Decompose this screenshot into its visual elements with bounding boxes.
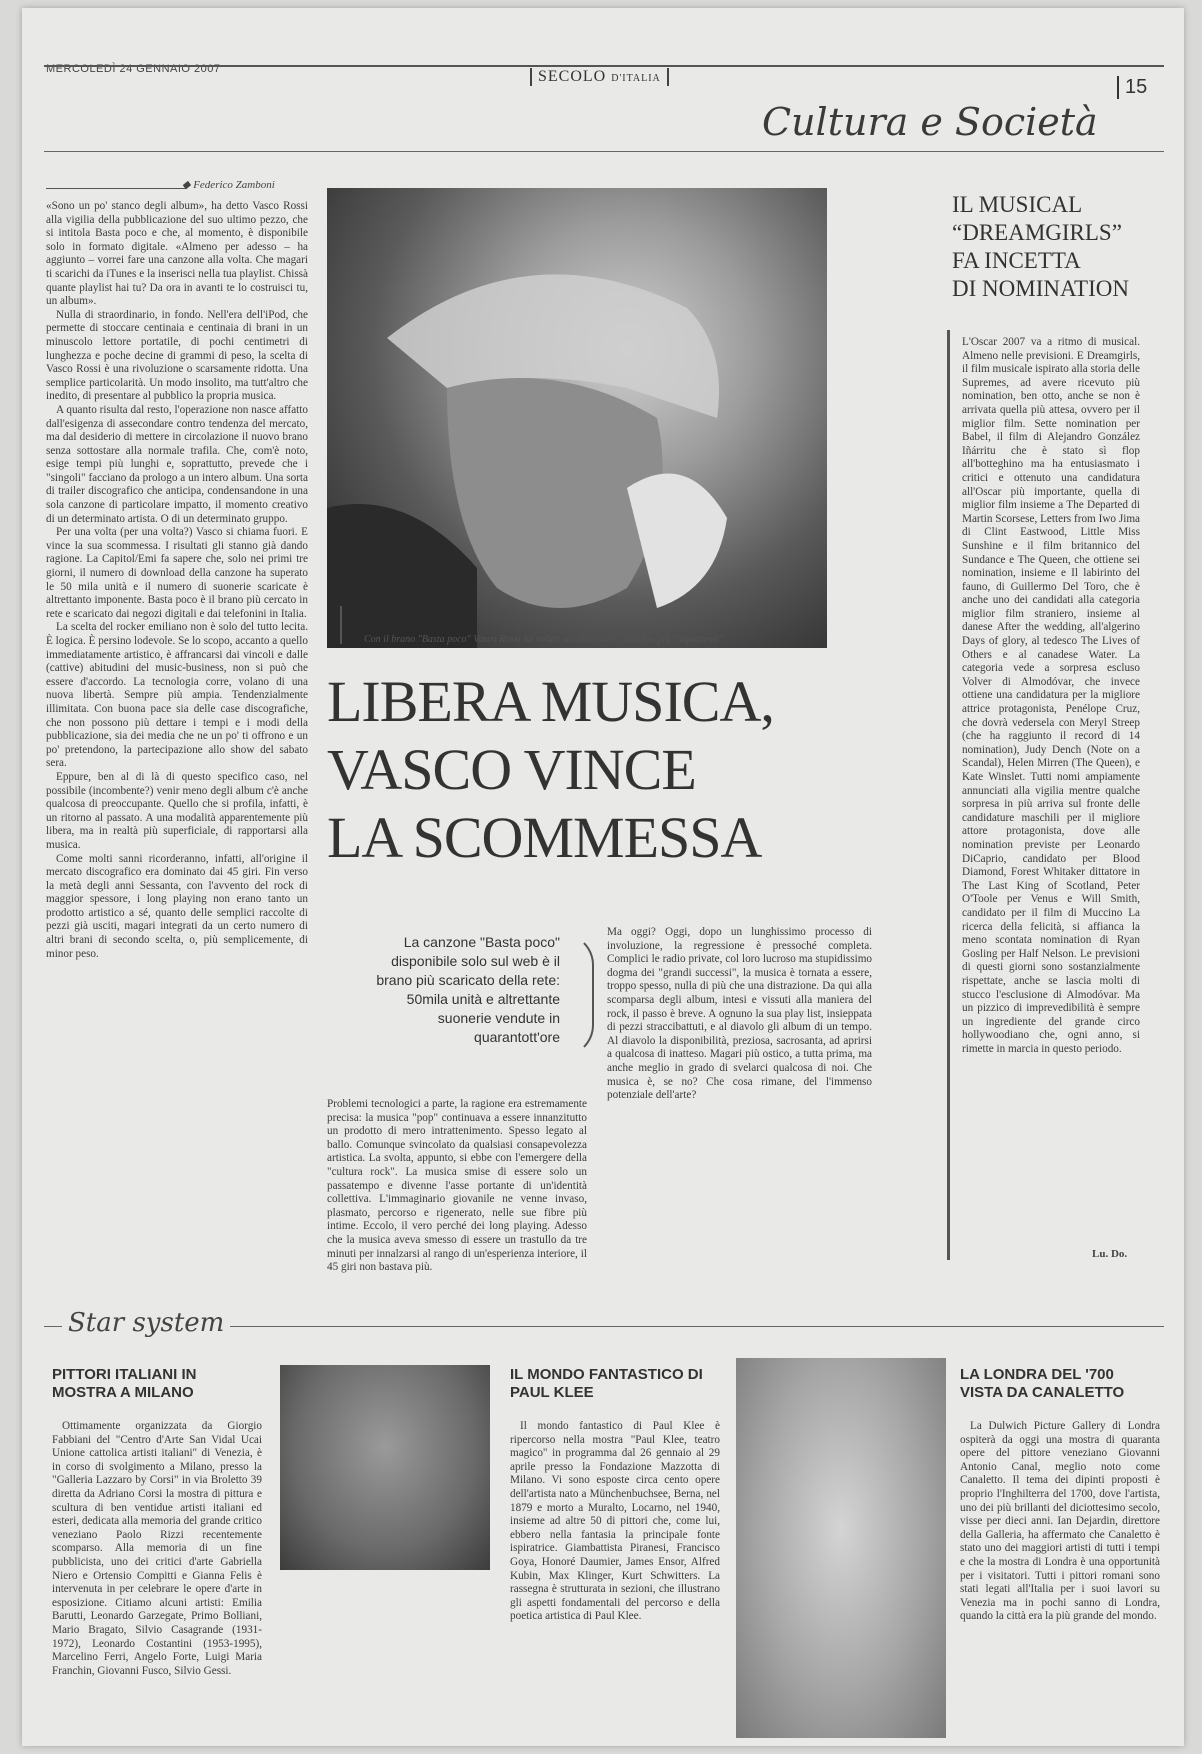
pull-quote-bracket — [562, 933, 594, 1057]
headline — [327, 668, 847, 872]
sidebar-title-line: DI NOMINATION — [952, 276, 1129, 301]
sidebar-signature: Lu. Do. — [1092, 1248, 1128, 1260]
article-column-4 — [607, 926, 872, 1266]
article-paragraph: La scelta del rocker emiliano non è solo del tutto lecita. È logica. È persino lodevole. Se lo scopo, accanto a quello immediatamente artistico, è affrancarsi dai vincoli e dalle (cattive) abitudini del music-business, non si può che essere d'accordo. La tecnologia corre, volano di una nuova libertà. Sempre più ampia. Tendenzialmente illimitata. Con buona pace sia delle case discografiche, che non possono più dettare i tempi e i modi della pubblicazione, sia dei media che ne un po' ti offrono e un po' pretendono, la partecipazione allo show del sabato sera. — [46, 621, 308, 770]
bottom-article-text: Ottimamente organizzata da Giorgio Fabbiani del "Centro d'Arte San Vidal Ucai Unione cattolica artisti italiani" di Venezia, è in corso di svolgimento a Milano, presso la "Galleria Lazzaro by Corsi" in via Broletto 39 diretta da Adriano Corsi la mostra di pittura e scultura di ben ventidue artisti italiani ed esteri, dedicata alla memoria del grande critico veneziano Paolo Rizzi recentemente scomparso. Alla memoria di un fine pubblicista, uno dei critici d'arte Gabriella Niero e Ortensio Compitti e Gianna Felis è intervenuta in per celebrare le opere d'arte in esposizione. Citiamo alcuni artisti: Emilia Barutti, Leonardo Garzegate, Primo Bolliani, Mario Bragato, Silvio Casagrande (1931-1972), Leonardo Costantini (1953-1995), Marcelino Ferri, Angelo Forte, Luigi Maria Franchin, Giovanni Fusco, Silvio Gessi. — [52, 1420, 262, 1677]
article-paragraph: «Sono un po' stanco degli album», ha detto Vasco Rossi alla vigilia della pubblicazione del suo ultimo pezzo, che si intitola Basta poco e che, al momento, è disponibile solo in formato digitale. «Almeno per adesso – ha aggiunto – vorrei fare una canzone alla volta. Che magari ti scarichi da iTunes e la inserisci nella tua playlist. Chissà quante playlist hai tu? Da ora in avanti te lo costruisci tu, un album». — [46, 200, 308, 308]
article-paragraph: Eppure, ben al di là di questo specifico caso, nel possibile (incombente?) venir meno degli album c'è anche qualcosa di preoccupante. Quello che si profila, infatti, è un ritorno al passato. A una modalità apparentemente più libera, ma in realtà più superficiale, di rapportarsi alla musica. — [46, 770, 308, 851]
bottom-article-body — [510, 1420, 720, 1740]
sidebar-title-line: IL MUSICAL — [952, 192, 1083, 217]
star-system-banner: Star system — [62, 1308, 230, 1338]
article-paragraph: Problemi tecnologici a parte, la ragione era estremamente precisa: la musica "pop" continuava a essere innanzitutto un prodotto di mero intrattenimento. Spesso legato al ballo. Comunque svincolato da qualsiasi consapevolezza artistica. La svolta, appunto, si ebbe con l'emergere della "cultura rock". La musica smise di essere solo un passatempo e divenne l'asse portante di un'identità collettiva. L'immaginario giovanile ne venne invaso, plasmato, percorso e rigenerato, nelle sue fibre più intime. Eccolo, il vero perché dei long playing. Adesso che la musica aveva smesso di essere un trastullo da tre minuti per innalzarsi al rango di un'esperienza interiore, il 45 giri non bastava più. — [327, 1098, 587, 1274]
article-paragraph: Nulla di straordinario, in fondo. Nell'era dell'iPod, che permette di stoccare centinaia e centinaia di brani in un minuscolo lettore portatile, di pochi centimetri di lunghezza e poche decine di grammi di peso, la scelta di Vasco Rossi è una rivoluzione o scarsamente ridotta. Una semplice particolarità. Un modo insolito, ma tutt'altro che inedito, di presentare al pubblico la propria musica. — [46, 308, 308, 403]
sidebar-title-line: “DREAMGIRLS” — [952, 220, 1122, 245]
page-number: 15 — [1117, 76, 1147, 99]
sidebar-title-line: FA INCETTA — [952, 248, 1081, 273]
bottom-photo-klee — [736, 1358, 946, 1738]
headline-line: LIBERA MUSICA, — [327, 669, 774, 734]
section-title: Cultura e Società — [762, 100, 1098, 144]
article-column-1 — [46, 200, 308, 1265]
bottom-article-title: PITTORI ITALIANI IN MOSTRA A MILANO — [52, 1366, 197, 1401]
article-paragraph: Come molti sanni ricorderanno, infatti, all'origine il mercato discografico era dominato dai 45 giri. Fin verso la metà degli anni Sessanta, con l'avvento del rock di maggior spessore, i long playing non erano tanto un prodotto artistico a sé, quanto delle semplici raccolte di pezzi già usciti, magari integrati da un certo numero di altri brani di secondo scelta, o, più semplicemente, di minor peso. — [46, 852, 308, 960]
article-paragraph: Per una volta (per una volta?) Vasco si chiama fuori. E vince la sua scommessa. I risultati gli stanno già dando ragione. La Capitol/Emi fa sapere che, solo nei primi tre giorni, il numero di download della canzone ha superato le 50 mila unità e il numero di suonerie scaricate è altrettanto imponente. Basta poco è il brano più cercato in rete e scaricato dai negozi digitali e dai telefonini in Italia. — [46, 526, 308, 620]
bottom-article-title: LA LONDRA DEL '700 VISTA DA CANALETTO — [960, 1366, 1125, 1401]
article-paragraph: A quanto risulta dal resto, l'operazione non nasce affatto dall'esigenza di assecondare contro tendenza del mercato, ma dal desiderio di mettere in circolazione il nuovo brano senza sottostare alla normale trafila. Che, com'è noto, esige tempi più lunghi e, soprattutto, prevede che i "singoli" facciano da prologo a un intero album. Una sorta di trailer discografico che anticipa, condensandone in una sola canzone di particolare impatto, il momento creativo di un determinato artista. O di un determinato gruppo. — [46, 403, 308, 525]
masthead-subtitle: D'ITALIA — [611, 73, 661, 84]
newspaper-page — [22, 8, 1184, 1746]
headline-line: VASCO VINCE — [327, 737, 696, 802]
masthead — [530, 68, 669, 86]
issue-date: MERCOLEDÌ 24 GENNAIO 2007 — [46, 63, 221, 75]
article-photo — [327, 188, 827, 648]
caption-rule — [340, 606, 342, 644]
photo-caption: Con il brano "Basta poco" Vasco Rossi ha voluto accontentare i suoi fan più "impazienti" — [364, 634, 723, 645]
article-column-3 — [327, 1098, 587, 1274]
bottom-article-text: Il mondo fantastico di Paul Klee è ripercorso nella mostra "Paul Klee, teatro magico" in programma dal 26 gennaio al 29 aprile presso la Fondazione Mazzotta di Milano. Vi sono esposte circa cento opere dell'artista nato a Münchenbuchsee, Berna, nel 1879 e morto a Muralto, Locarno, nel 1940, insieme ad altre 50 di pittori che, come lui, ebbero nella fantasia la principale fonte ispiratrice. Giambattista Piranesi, Francisco Goya, Honoré Daumier, James Ensor, Alfred Kubin, Max Klinger, Kurt Schwitters. La rassegna è strutturata in sezioni, che illustrano gli aspetti fondamentali del percorso e della poetica artistica di Paul Klee. — [510, 1420, 720, 1623]
bottom-article-text: La Dulwich Picture Gallery di Londra ospiterà da oggi una mostra di quaranta opere del pittore veneziano Giovanni Antonio Canal, meglio noto come Canaletto. Il tema dei dipinti proposti è proprio l'Inghilterra del 1700, dove l'artista, uno dei più brillanti del diciottesimo secolo, visse per dieci anni. Ian Dejardin, direttore della Galleria, ha affermato che Canaletto è stato uno dei maggiori artisti di tutti i tempi e che la mostra di Londra è una opportunità per i visitatori. Tutti i pittori romani sono stati legati all'Italia per i suoi lavori su Venezia ma in pochi sanno di Londra, quando la città era la più grande del mondo. — [960, 1420, 1160, 1623]
sidebar-border — [947, 330, 950, 1260]
sidebar-title — [952, 191, 1137, 303]
bottom-photo-painter — [280, 1365, 490, 1570]
portrait-illustration — [327, 188, 827, 648]
byline-rule — [46, 188, 186, 189]
headline-line: LA SCOMMESSA — [327, 805, 762, 870]
sidebar-paragraph: L'Oscar 2007 va a ritmo di musical. Almeno nelle previsioni. E Dreamgirls, il film musicale ispirato alla storia delle Supremes, ad avere ricevuto più nomination, ben otto, anche se non è arrivata quella più attesa, ovvero per il miglior film. Sette nomination per Babel, il film di Alejandro González Iñárritu che è stato sì flop all'botteghino ma ha entusiasmato i critici e ottenuto una candidatura all'Oscar più importante, quella di miglior film insieme a The Departed di Martin Scorsese, Letters from Iwo Jima di Clint Eastwood, Little Miss Sunshine e il film britannico del Sundance e The Queen, che ottiene sei nomination, insieme e Il labirinto del fauno, di Guillermo Del Toro, che è anche uno dei candidati alla categoria miglior film straniero, insieme al danese After the wedding, all'algerino Days of glory, al tedesco The Lives of Others e al canadese Water. La categoria vede a sorpresa escluso Volver di Almodóvar, che invece ottiene una candidatura per la migliore attrice protagonista, Penélope Cruz, che dovrà vedersela con Meryl Streep (che ha raggiunto il record di 14 nomination), Judy Dench (Note on a Scandal), Helen Mirren (The Queen), e Kate Winslet. Tutti nomi ampiamente annunciati alla vigilia mentre qualche sorpresa in più arriva sul fronte delle candidature maschili per il migliore attore protagonista, dove alle nomination previste per Leonardo DiCaprio, candidato per Blood Diamond, Forest Whitaker dittatore in The Last King of Scotland, Peter O'Toole per Venus e Will Smith, candidato per il film di Muccino La ricerca della felicità, si affianca la meno scontata nomination di Ryan Gosling per Half Nelson. Le previsioni di questi giorni sono sostanzialmente rispettate, anche se lascia molti di stucco l'esclusione di Almodóvar. Ma un pizzico di imprevedibilità è sempre un ingrediente del grande circo hollywoodiano che, ogni anno, si rimette in marcia in questo periodo. — [962, 336, 1140, 1055]
sidebar-article — [962, 336, 1140, 1241]
header-rule — [44, 65, 1164, 67]
pull-quote: La canzone "Basta poco" disponibile solo sul web è il brano più scaricato della rete: 50mila unità e altrettante suonerie vendute in quarantott'ore — [376, 934, 560, 1045]
section-rule — [44, 151, 1164, 152]
bottom-article-body — [960, 1420, 1160, 1740]
masthead-title: SECOLO — [538, 68, 607, 85]
bottom-article-title: IL MONDO FANTASTICO DI PAUL KLEE — [510, 1366, 703, 1401]
bottom-article-body — [52, 1420, 262, 1740]
article-paragraph: Ma oggi? Oggi, dopo un lunghissimo processo di involuzione, la regressione è pressoché completa. Complici le radio private, col loro lucroso ma stupidissimo dogma dei "grandi successi", la musica è tornata a essere, troppo spesso, nulla di più che una distrazione. Da qui alla scomparsa degli album, intesi e vissuti alla maniera del rock, il passo è breve. A ognuno la sua play list, insieppata di pezzi straccibattuti, e al diavolo gli album di un tempo. Al diavolo la disponibilità, preziosa, sacrosanta, ad aprirsi a qualcosa di inatteso. Magari più ostico, a tutta prima, ma anche meglio in grado di svelarci qualcosa di noi. Che musica è, se no? Che cosa rimane, del l'immenso potenziale dell'arte? — [607, 926, 872, 1102]
byline: ◆ Federico Zamboni — [182, 179, 275, 191]
